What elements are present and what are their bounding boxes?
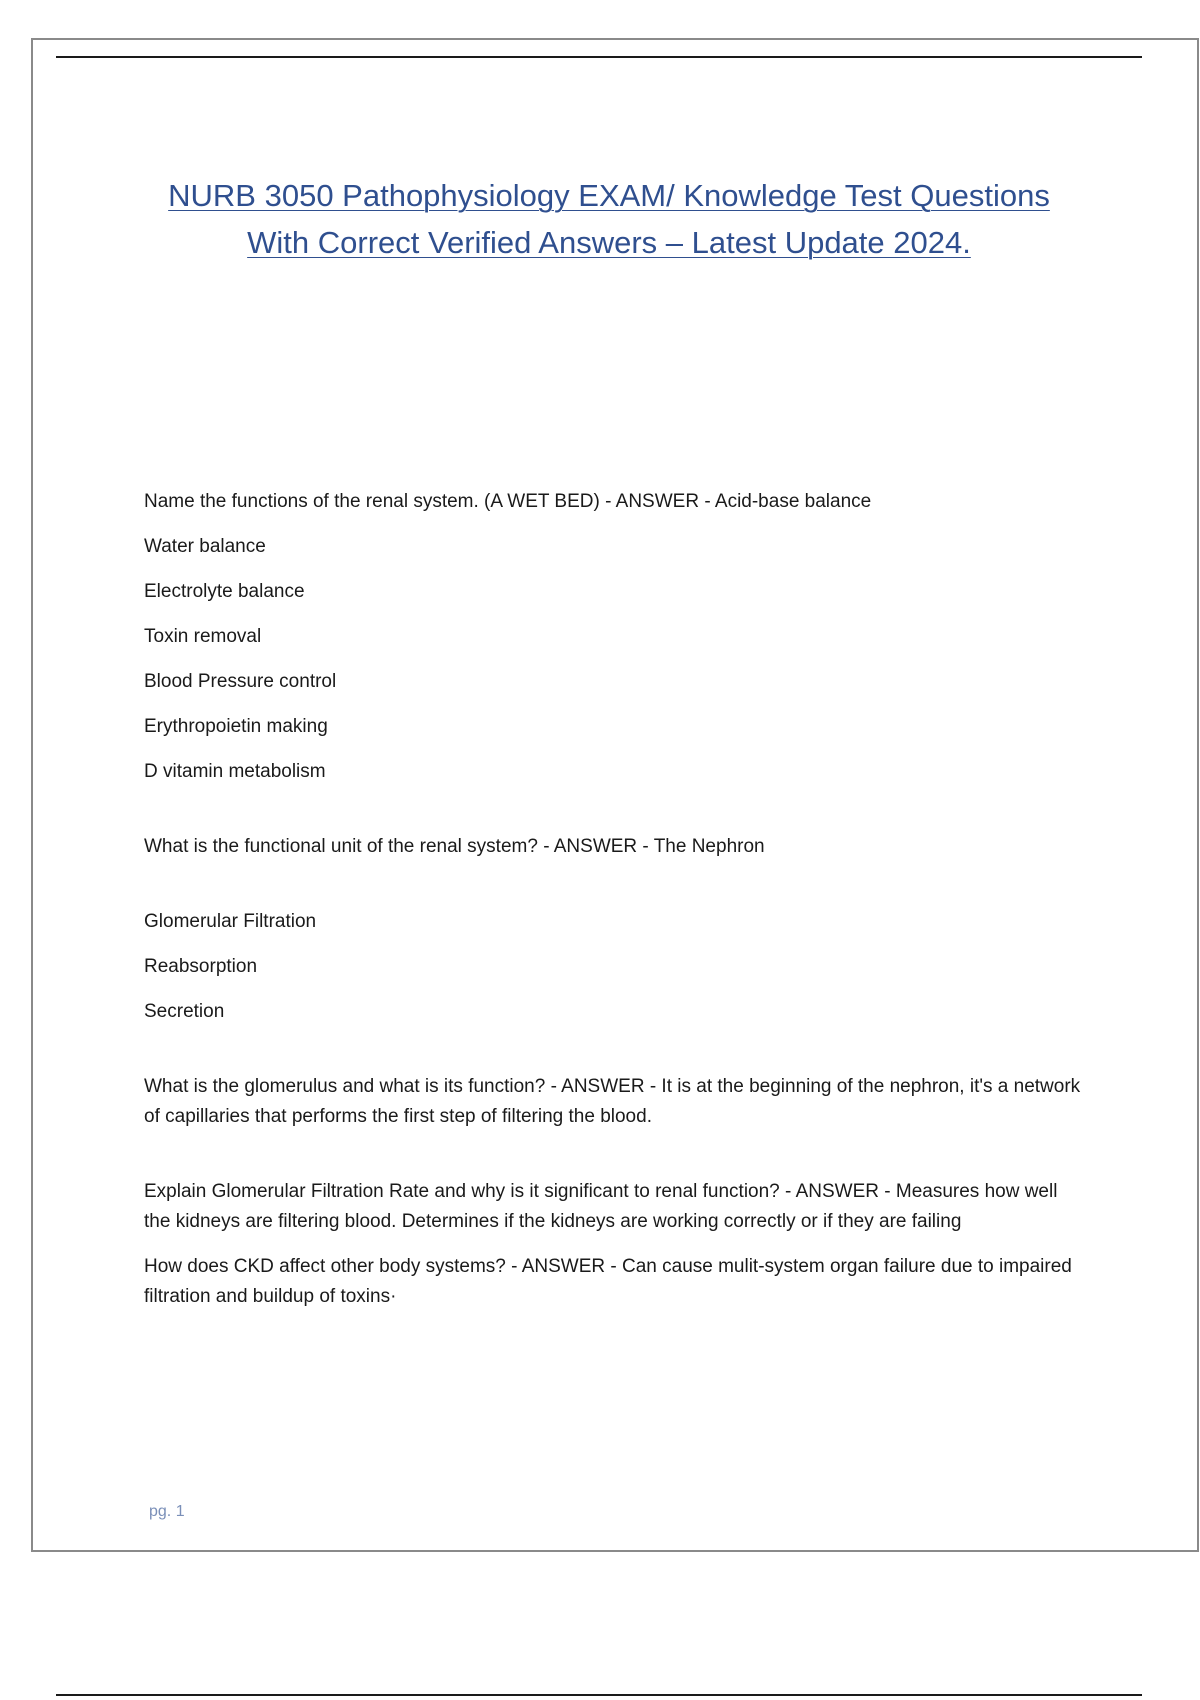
- next-page-header-rule: [56, 1694, 1142, 1696]
- spacer: [144, 1042, 1084, 1072]
- document-body: [144, 487, 1084, 1327]
- qa5-paragraph: How does CKD affect other body systems? - ANSWER - Can cause mulit-system organ failure due to impaired filtration and buildup of toxins·: [144, 1256, 1072, 1307]
- spacer: [144, 802, 1084, 832]
- title-line-2: With Correct Verified Answers – Latest Update 2024.: [247, 225, 971, 260]
- title-line-1: NURB 3050 Pathophysiology EXAM/ Knowledge Test Questions: [168, 178, 1050, 213]
- qa1-item: Electrolyte balance: [144, 581, 305, 602]
- qa2-item: Secretion: [144, 1001, 225, 1022]
- qa2-question: What is the functional unit of the renal system? - ANSWER - The Nephron: [144, 836, 765, 857]
- document-title: [150, 172, 1068, 266]
- qa3-paragraph: What is the glomerulus and what is its function? - ANSWER - It is at the beginning of the nephron, it's a network of capillaries that performs the first step of filtering the blood.: [144, 1076, 1081, 1127]
- qa2-item: Reabsorption: [144, 956, 258, 977]
- header-rule: [56, 56, 1142, 58]
- spacer: [144, 1147, 1084, 1177]
- qa1-item: Blood Pressure control: [144, 671, 337, 692]
- qa1-question: Name the functions of the renal system. (A WET BED) - ANSWER - Acid-base balance: [144, 491, 872, 512]
- qa1-item: Erythropoietin making: [144, 716, 328, 737]
- qa1-item: Toxin removal: [144, 626, 262, 647]
- qa4-paragraph: Explain Glomerular Filtration Rate and why is it significant to renal function? - ANSWER - Measures how well the kidneys are filtering blood. Determines if the kidneys are working correctly or if they are failing: [144, 1181, 1058, 1232]
- qa1-item: D vitamin metabolism: [144, 761, 326, 782]
- qa1-item: Water balance: [144, 536, 266, 557]
- spacer: [144, 877, 1084, 907]
- qa2-item: Glomerular Filtration: [144, 911, 317, 932]
- page-number: pg. 1: [149, 1503, 185, 1520]
